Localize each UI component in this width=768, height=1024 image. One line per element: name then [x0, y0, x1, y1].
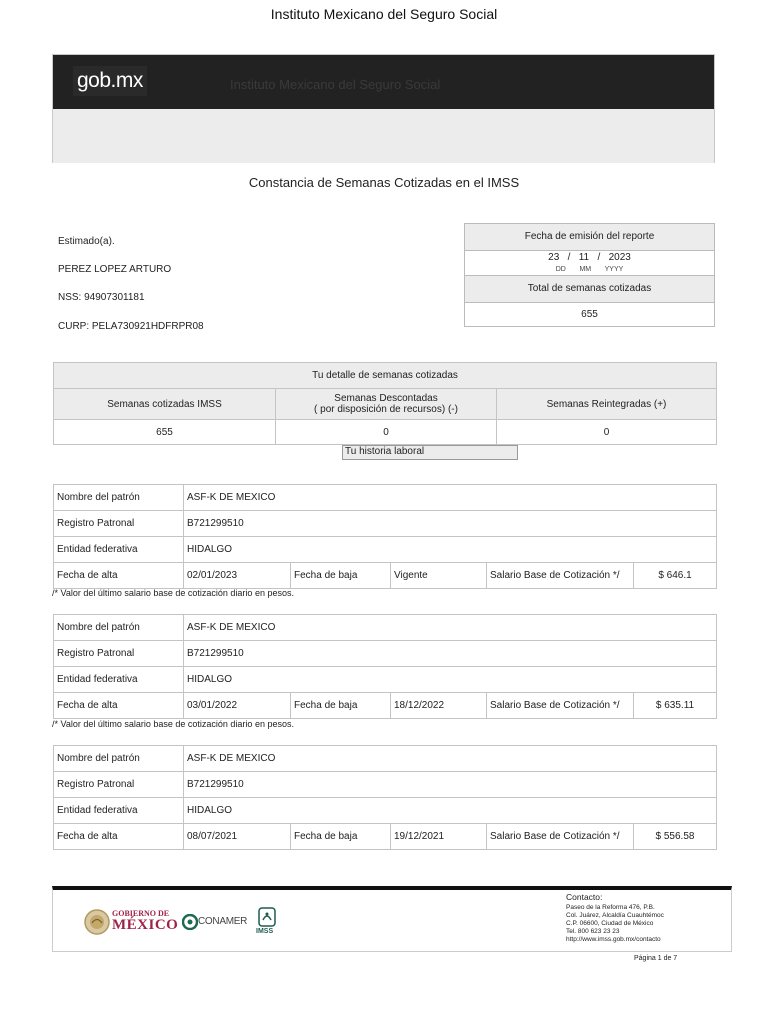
gob-line2: MÉXICO — [112, 917, 179, 933]
start-label: Fecha de alta — [54, 693, 184, 719]
end-label: Fecha de baja — [291, 563, 391, 589]
employer-label: Nombre del patrón — [54, 615, 184, 641]
person-name: PEREZ LOPEZ ARTURO — [58, 264, 172, 275]
employer-value: ASF-K DE MEXICO — [184, 615, 717, 641]
employer-label: Nombre del patrón — [54, 746, 184, 772]
job-table — [53, 745, 717, 850]
banner-light-bar — [53, 109, 714, 163]
person-nss: NSS: 94907301181 — [58, 292, 145, 303]
imss-icon — [257, 907, 277, 927]
gobmx-logo[interactable]: gob.mx — [73, 66, 147, 96]
discounted-line2: ( por disposición de recursos) (-) — [314, 404, 458, 415]
salary-label: Salario Base de Cotización */ — [487, 693, 634, 719]
contact-phone: Tel. 800 623 23 23 — [566, 928, 620, 935]
total-weeks-header: Total de semanas cotizadas — [465, 275, 714, 303]
contact-url[interactable]: http://www.imss.gob.mx/contacto — [566, 936, 661, 943]
employer-value: ASF-K DE MEXICO — [184, 746, 717, 772]
registry-label: Registro Patronal — [54, 511, 184, 537]
yyyy-label: YYYY — [604, 266, 624, 273]
salary-label: Salario Base de Cotización */ — [487, 824, 634, 850]
summary-title: Tu detalle de semanas cotizadas — [54, 363, 717, 389]
registry-value: B721299510 — [184, 641, 717, 667]
report-year: 2023 — [608, 252, 631, 263]
report-month: 11 — [578, 252, 590, 263]
start-value: 02/01/2023 — [184, 563, 291, 589]
start-value: 08/07/2021 — [184, 824, 291, 850]
summary-col-imss: Semanas cotizadas IMSS — [54, 389, 276, 420]
start-label: Fecha de alta — [54, 824, 184, 850]
contact-block — [566, 893, 664, 944]
contact-address2: Col. Juárez, Alcaldía Cuauhtémoc — [566, 912, 664, 919]
state-value: HIDALGO — [184, 537, 717, 563]
employer-value: ASF-K DE MEXICO — [184, 485, 717, 511]
report-date-header: Fecha de emisión del reporte — [465, 224, 714, 251]
greeting: Estimado(a). — [58, 236, 115, 247]
start-label: Fecha de alta — [54, 563, 184, 589]
gobierno-mexico-logo — [112, 910, 178, 932]
history-button[interactable]: Tu historia laboral — [342, 445, 518, 460]
state-value: HIDALGO — [184, 798, 717, 824]
registry-value: B721299510 — [184, 511, 717, 537]
report-info-box — [464, 223, 715, 327]
registry-value: B721299510 — [184, 772, 717, 798]
state-label: Entidad federativa — [54, 798, 184, 824]
summary-val-discounted: 0 — [276, 420, 497, 445]
discounted-line1: Semanas Descontadas — [334, 393, 438, 404]
report-date — [465, 252, 714, 263]
banner-dark-bar — [53, 55, 714, 109]
top-title: Instituto Mexicano del Seguro Social — [270, 6, 498, 22]
salary-value: $ 556.58 — [634, 824, 717, 850]
contact-label: Contacto: — [566, 892, 603, 902]
mm-label: MM — [579, 266, 592, 273]
dd-label: DD — [555, 266, 566, 273]
salary-label: Salario Base de Cotización */ — [487, 563, 634, 589]
start-value: 03/01/2022 — [184, 693, 291, 719]
person-curp: CURP: PELA730921HDFRPR08 — [58, 321, 204, 332]
weeks-summary-table — [53, 362, 717, 445]
date-format-labels — [465, 266, 714, 273]
salary-note: /* Valor del último salario base de cotización diario en pesos. — [52, 719, 294, 729]
conamer-logo-text: CONAMER — [198, 916, 248, 927]
page-footer — [52, 886, 732, 952]
imss-logo-text: IMSS — [256, 928, 274, 935]
summary-col-reinstated: Semanas Reintegradas (+) — [497, 389, 717, 420]
state-label: Entidad federativa — [54, 667, 184, 693]
banner-institute-name: Instituto Mexicano del Seguro Social — [230, 77, 441, 92]
date-separator: / — [567, 252, 571, 263]
contact-address1: Paseo de la Reforma 476, P.B. — [566, 904, 655, 911]
document-title: Constancia de Semanas Cotizadas en el IMSS — [248, 175, 520, 190]
end-value: Vigente — [391, 563, 487, 589]
employer-label: Nombre del patrón — [54, 485, 184, 511]
end-label: Fecha de baja — [291, 824, 391, 850]
page-number: Página 1 de 7 — [634, 955, 678, 962]
end-value: 19/12/2021 — [391, 824, 487, 850]
state-value: HIDALGO — [184, 667, 717, 693]
job-table — [53, 614, 717, 719]
gob-line1: GOBIERNO DE — [112, 909, 170, 918]
salary-value: $ 635.11 — [634, 693, 717, 719]
end-label: Fecha de baja — [291, 693, 391, 719]
summary-val-imss: 655 — [54, 420, 276, 445]
registry-label: Registro Patronal — [54, 641, 184, 667]
contact-address3: C.P. 06600, Ciudad de México — [566, 920, 654, 927]
mexico-seal-icon — [83, 908, 111, 936]
end-value: 18/12/2022 — [391, 693, 487, 719]
total-weeks-value: 655 — [581, 309, 598, 320]
report-day: 23 — [548, 252, 560, 263]
summary-col-discounted — [276, 389, 497, 420]
salary-note: /* Valor del último salario base de cotización diario en pesos. — [52, 588, 294, 598]
gob-banner — [52, 54, 715, 163]
salary-value: $ 646.1 — [634, 563, 717, 589]
conamer-icon — [182, 914, 198, 930]
job-table — [53, 484, 717, 589]
summary-val-reinstated: 0 — [497, 420, 717, 445]
state-label: Entidad federativa — [54, 537, 184, 563]
registry-label: Registro Patronal — [54, 772, 184, 798]
date-separator: / — [597, 252, 601, 263]
